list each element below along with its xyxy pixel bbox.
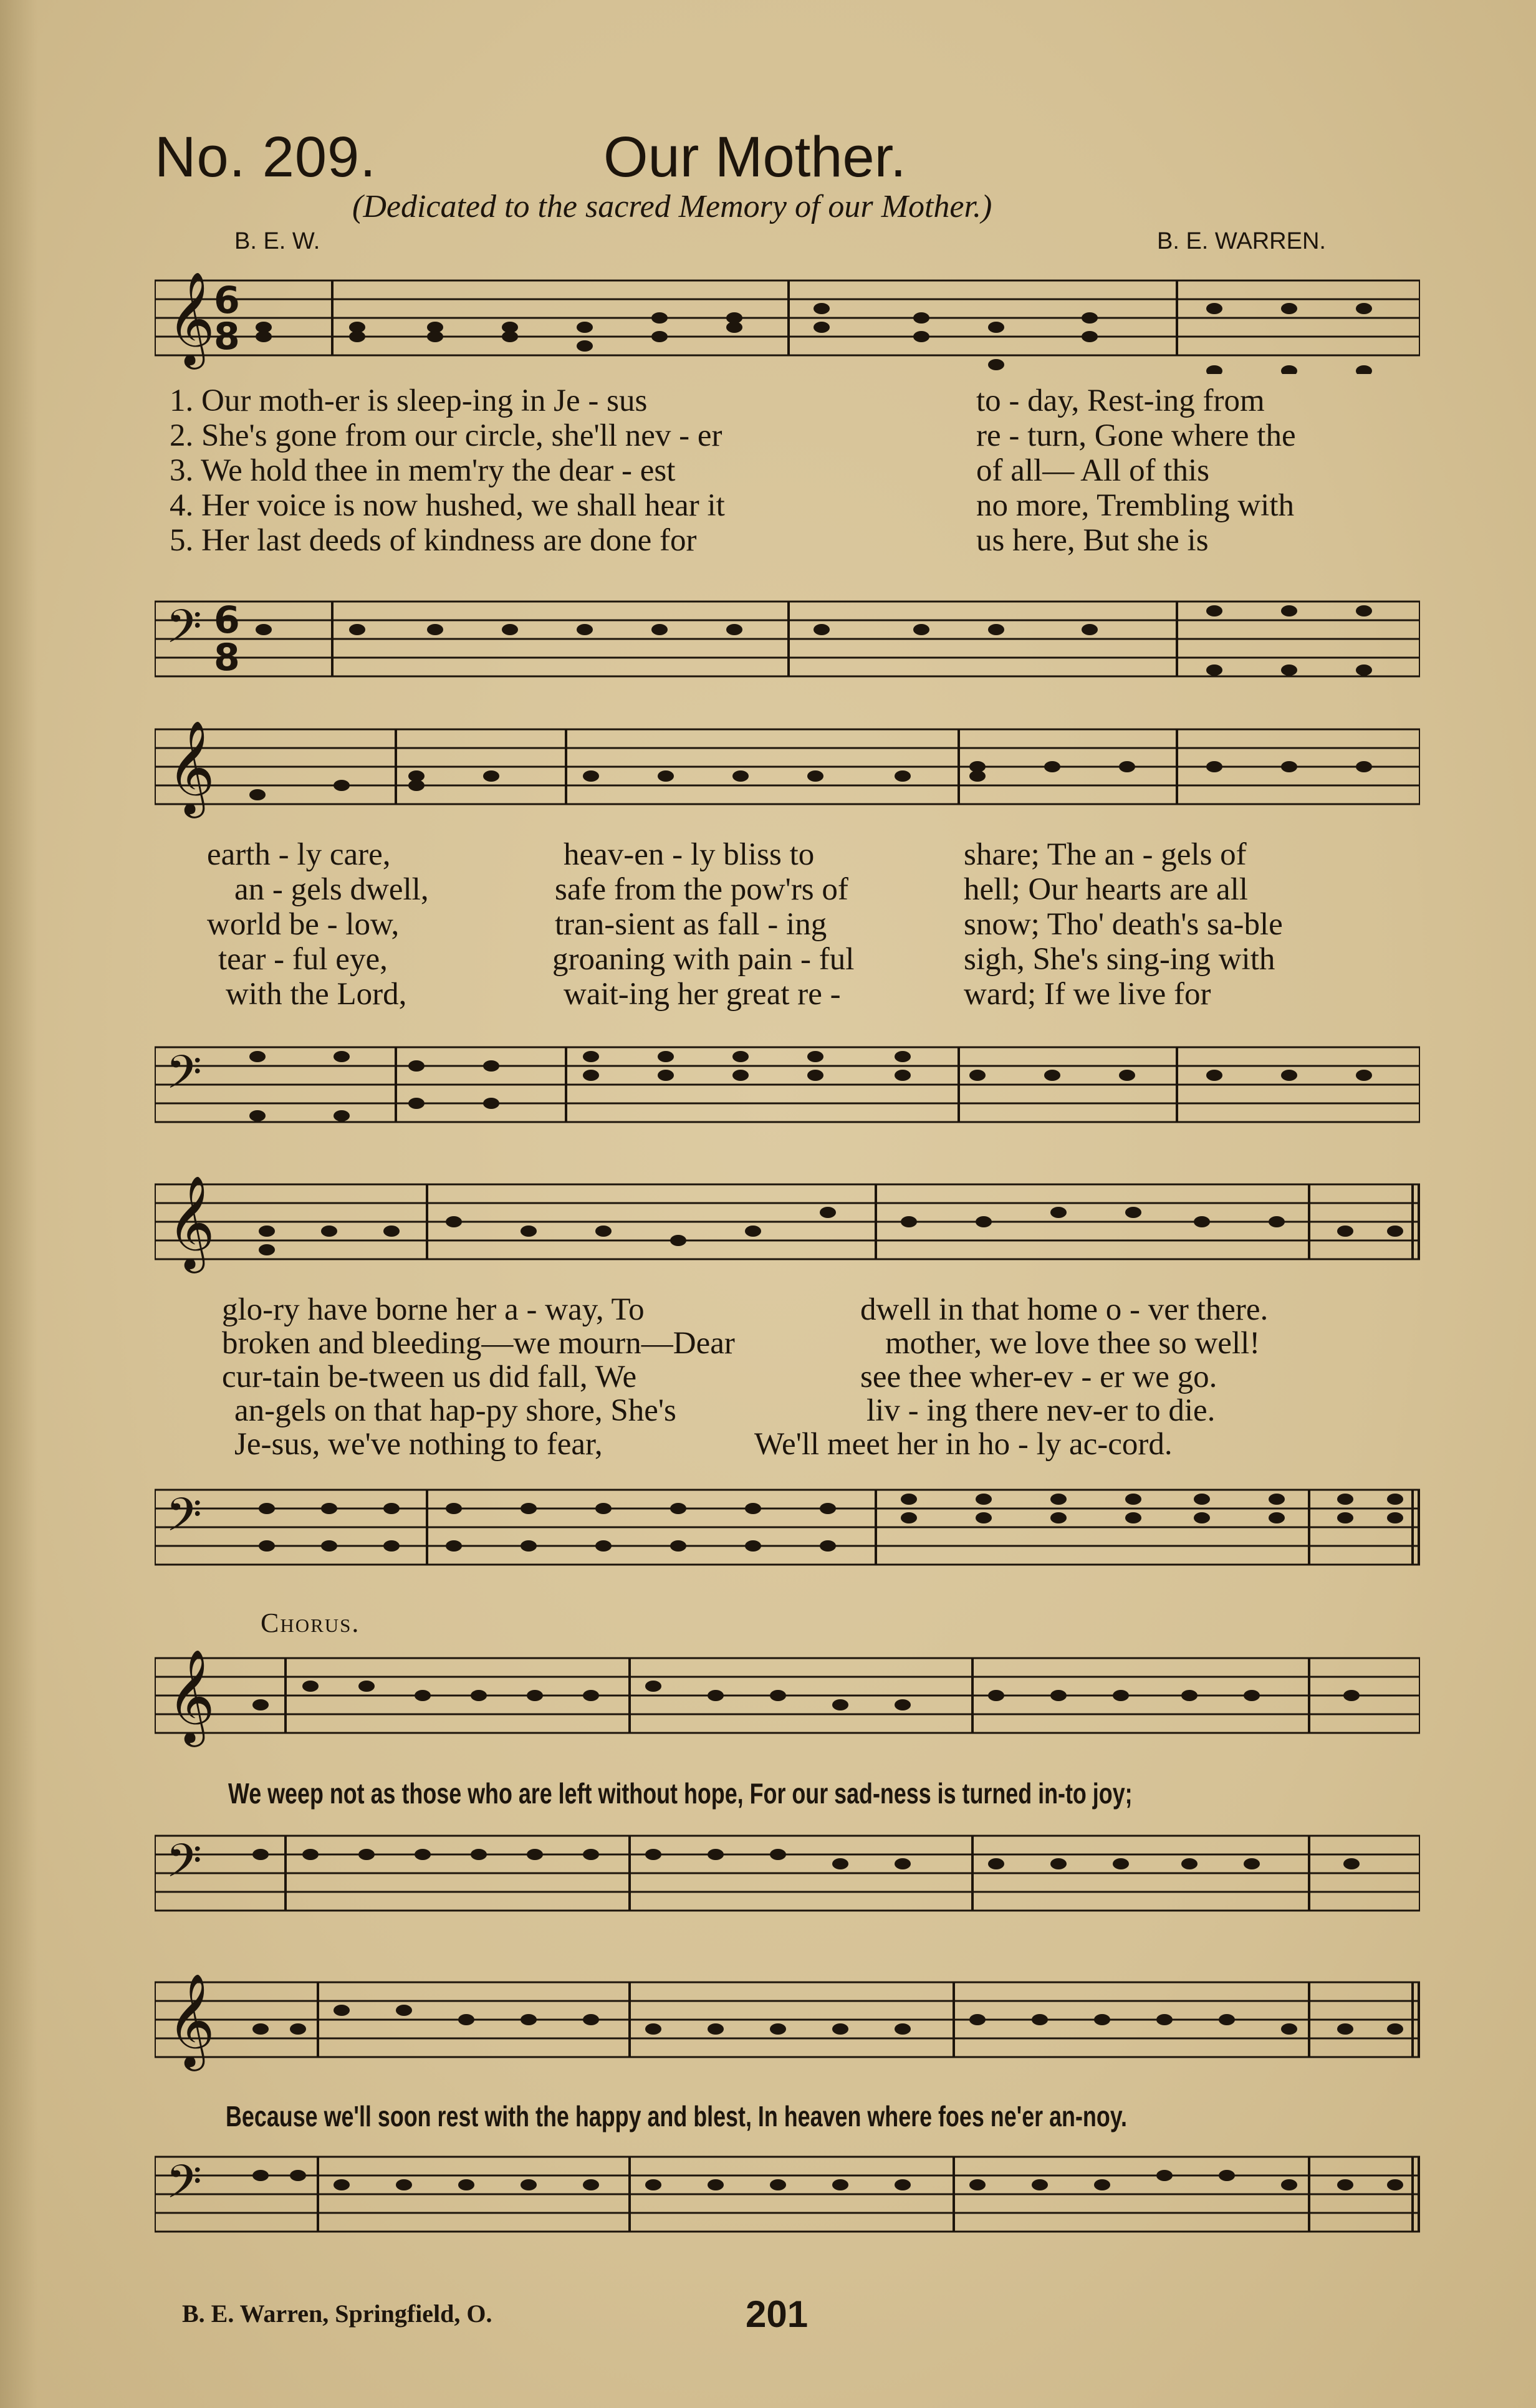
svg-text:8: 8 [214, 315, 240, 358]
svg-text:𝄢: 𝄢 [166, 1834, 202, 1899]
svg-text:𝄢: 𝄢 [166, 1488, 202, 1553]
s3-verse-5-a: Je-sus, we've nothing to fear, [234, 1427, 603, 1462]
s2-verse-3-a: world be - low, [207, 907, 400, 942]
svg-text:6: 6 [214, 598, 240, 642]
bass-staff-system-2 [155, 1029, 1420, 1134]
bass-staff-chorus-1 [155, 1817, 1420, 1923]
treble-staff-system-2 [155, 717, 1420, 823]
verse-3-line-a: 3. We hold thee in mem'ry the dear - est [170, 453, 676, 488]
s3-verse-4-a: an-gels on that hap-py shore, She's [234, 1393, 676, 1428]
s3-verse-3-b: see thee wher-ev - er we go. [860, 1360, 1217, 1394]
verse-4-line-b: no more, Trembling with [976, 488, 1295, 523]
s3-verse-5-b: We'll meet her in ho - ly ac-cord. [754, 1427, 1173, 1462]
s3-verse-3-a: cur-tain be-tween us did fall, We [222, 1360, 637, 1394]
svg-text:6: 6 [214, 279, 240, 322]
svg-text:𝄢: 𝄢 [166, 2155, 202, 2220]
verse-5-line-a: 5. Her last deeds of kindness are done for [170, 523, 697, 558]
page-number: 201 [746, 2293, 809, 2335]
s3-verse-4-b: liv - ing there nev-er to die. [866, 1393, 1216, 1428]
s2-verse-3-c: snow; Tho' death's sa-ble [964, 907, 1283, 942]
publisher-credit: B. E. Warren, Springfield, O. [182, 2300, 492, 2328]
svg-text:𝄢: 𝄢 [166, 600, 202, 665]
s2-verse-5-a: with the Lord, [226, 977, 407, 1012]
chorus-lyric-line-1: We weep not as those who are left without hope, For our sad-ness is turned in-to joy; [228, 1777, 1133, 1810]
verse-2-line-a: 2. She's gone from our circle, she'll nev - er [170, 418, 722, 453]
bass-staff-system-3 [155, 1471, 1420, 1577]
s2-verse-4-a: tear - ful eye, [218, 942, 388, 977]
s3-verse-1-b: dwell in that home o - ver there. [860, 1292, 1269, 1327]
hymn-dedication: (Dedicated to the sacred Memory of our Mother.) [352, 189, 992, 224]
verse-1-line-a: 1. Our moth-er is sleep-ing in Je - sus [170, 383, 648, 418]
treble-staff-system-1 [155, 268, 1420, 374]
hymn-title: Our Mother. [603, 125, 906, 189]
verse-5-line-b: us here, But she is [976, 523, 1209, 558]
s2-verse-1-a: earth - ly care, [207, 837, 391, 872]
verse-1-line-b: to - day, Rest-ing from [976, 383, 1265, 418]
verse-4-line-a: 4. Her voice is now hushed, we shall hear it [170, 488, 725, 523]
s3-verse-2-a: broken and bleeding—we mourn—Dear [222, 1326, 735, 1361]
svg-text:𝄞: 𝄞 [167, 1648, 215, 1743]
chorus-label: Chorus. [261, 1608, 360, 1638]
svg-text:𝄞: 𝄞 [167, 1972, 215, 2067]
s2-verse-5-c: ward; If we live for [964, 977, 1211, 1012]
svg-text:8: 8 [214, 636, 240, 679]
page-edge-shadow [0, 0, 37, 2408]
words-author: B. E. W. [234, 228, 320, 254]
verse-3-line-b: of all— All of this [976, 453, 1209, 488]
s2-verse-2-a: an - gels dwell, [234, 872, 429, 907]
treble-staff-chorus-2 [155, 1970, 1420, 2076]
s2-verse-1-b: heav-en - ly bliss to [564, 837, 815, 872]
s2-verse-1-c: share; The an - gels of [964, 837, 1247, 872]
svg-text:𝄞: 𝄞 [167, 719, 215, 814]
bass-staff-system-1 [155, 583, 1420, 689]
verse-2-line-b: re - turn, Gone where the [976, 418, 1296, 453]
s2-verse-4-c: sigh, She's sing-ing with [964, 942, 1275, 977]
s3-verse-1-a: glo-ry have borne her a - way, To [222, 1292, 645, 1327]
s2-verse-2-c: hell; Our hearts are all [964, 872, 1248, 907]
treble-staff-system-3 [155, 1172, 1420, 1278]
svg-text:𝄞: 𝄞 [167, 1174, 215, 1269]
treble-staff-chorus-1 [155, 1646, 1420, 1752]
svg-text:𝄢: 𝄢 [166, 1045, 202, 1111]
chorus-lyric-line-2: Because we'll soon rest with the happy and blest, In heaven where foes ne'er an-noy. [226, 2100, 1127, 2132]
s2-verse-3-b: tran-sient as fall - ing [555, 907, 827, 942]
s3-verse-2-b: mother, we love thee so well! [885, 1326, 1260, 1361]
bass-staff-chorus-2 [155, 2138, 1420, 2244]
s2-verse-5-b: wait-ing her great re - [564, 977, 841, 1012]
hymn-number: No. 209. [155, 125, 377, 189]
music-composer: B. E. WARREN. [1157, 228, 1326, 254]
s2-verse-4-b: groaning with pain - ful [552, 942, 855, 977]
svg-text:𝄞: 𝄞 [167, 271, 215, 365]
s2-verse-2-b: safe from the pow'rs of [555, 872, 848, 907]
